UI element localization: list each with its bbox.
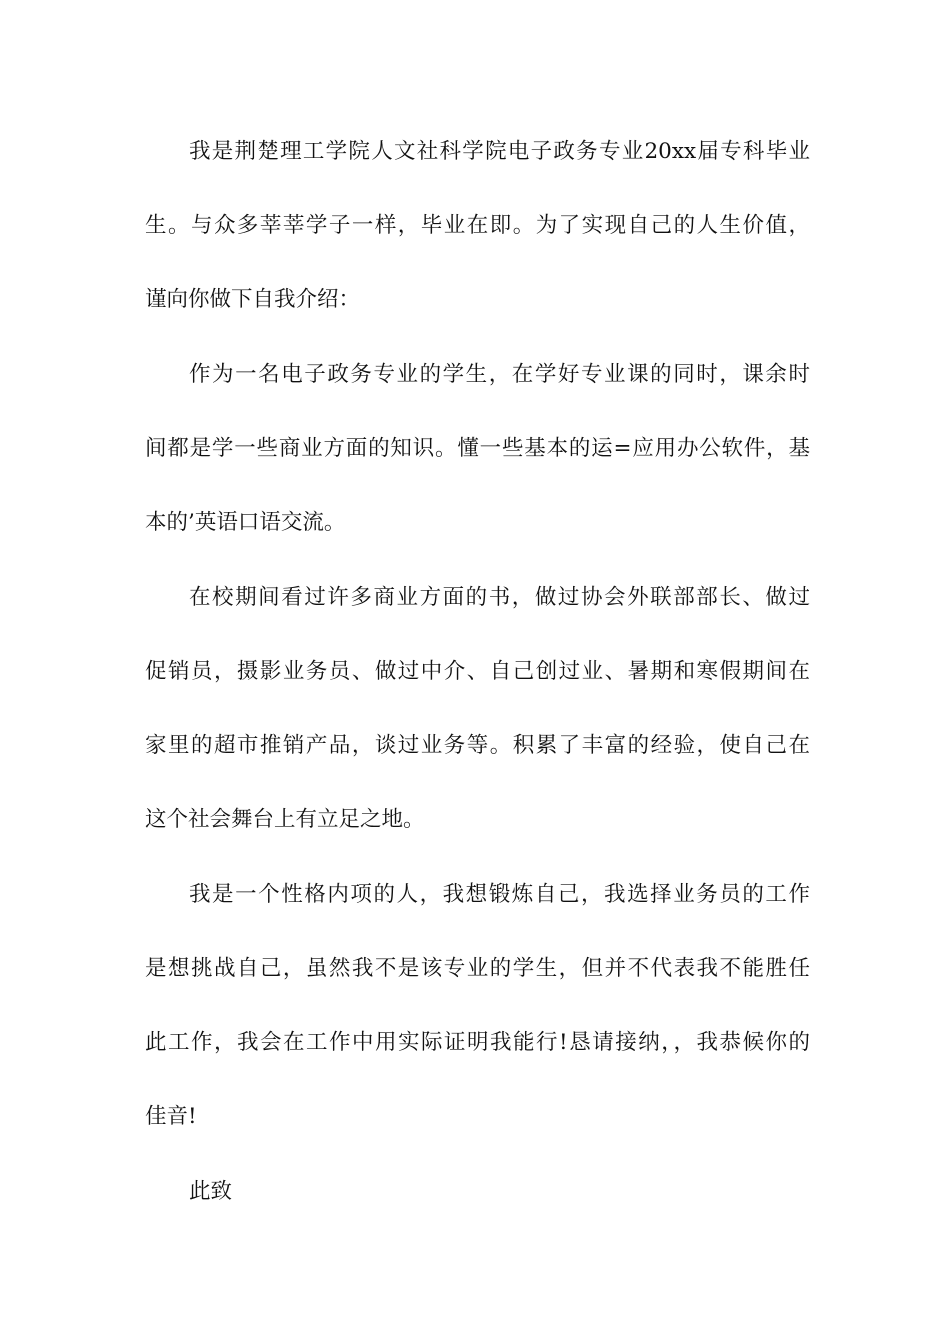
paragraph-1-line-2: 生。与众多莘莘学子一样，毕业在即。为了实现自己的人生价值， [145, 213, 810, 238]
paragraph-2-line-1: 作为一名电子政务专业的学生，在学好专业课的同时，课余时 [189, 362, 810, 387]
paragraph-3-line-3: 家里的超市推销产品，谈过业务等。积累了丰富的经验，使自己在 [145, 733, 810, 758]
paragraph-4-line-2: 是想挑战自己，虽然我不是该专业的学生，但并不代表我不能胜任 [145, 956, 810, 981]
paragraph-3-line-1: 在校期间看过许多商业方面的书，做过协会外联部部长、做过 [189, 585, 810, 610]
paragraph-2-line-3: 本的’英语口语交流。 [145, 510, 346, 535]
paragraph-1-line-3: 谨向你做下自我介绍： [145, 287, 361, 312]
closing-salutation: 此致 [189, 1179, 233, 1204]
paragraph-1-line-1: 我是荆楚理工学院人文社科学院电子政务专业20xx届专科毕业 [189, 139, 810, 164]
paragraph-3-line-4: 这个社会舞台上有立足之地。 [145, 807, 425, 832]
paragraph-4-line-1: 我是一个性格内项的人，我想锻炼自己，我选择业务员的工作 [189, 882, 810, 907]
paragraph-4-line-4: 佳音! [145, 1104, 197, 1129]
paragraph-2-line-2: 间都是学一些商业方面的知识。懂一些基本的运=应用办公软件，基 [145, 436, 810, 461]
paragraph-3-line-2: 促销员，摄影业务员、做过中介、自己创过业、暑期和寒假期间在 [145, 659, 810, 684]
paragraph-4-line-3: 此工作，我会在工作中用实际证明我能行!恳请接纳，，我恭候你的 [145, 1030, 810, 1055]
